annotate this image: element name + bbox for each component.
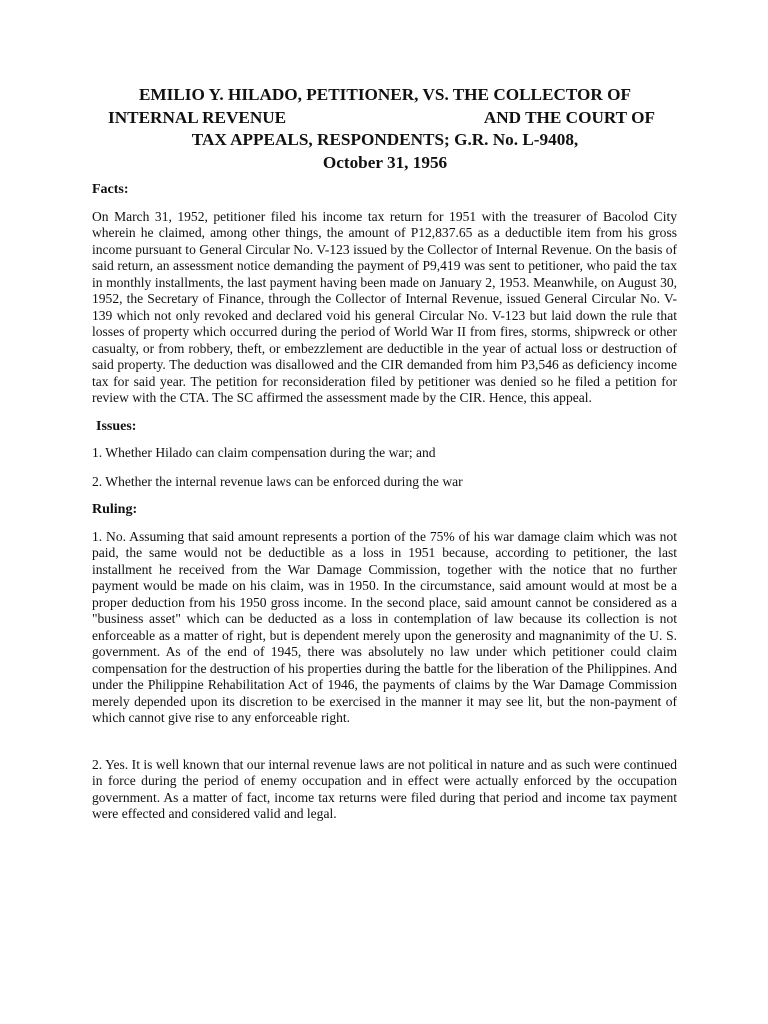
ruling-heading: Ruling: bbox=[92, 502, 138, 517]
title-line-3: TAX APPEALS, RESPONDENTS; G.R. No. L-9408, bbox=[191, 130, 579, 149]
title-line-4: October 31, 1956 bbox=[322, 152, 448, 172]
facts-paragraph: On March 31, 1952, petitioner filed his income tax return for 1951 with the treasurer of Bacolod City wherein he claimed, among other things, the amount of P12,837.65 as a deductible item from his gross income pursuant to General Circular No. V-123 issued by the Collector of Internal Revenue. On the basis of said return, an assessment notice demanding the payment of P9,419 was sent to petitioner, who paid the tax in monthly installments, the last payment having been made on January 2, 1953. Meanwhile, on August 30, 1952, the Secretary of Finance, through the Collector of Internal Revenue, issued General Circular No. V-139 which not only revoked and declared void his general Circular No. V-123 but laid down the rule that losses of property which occurred during the period of World War II from fires, storms, shipwreck or other casualty, or from robbery, theft, or embezzlement are deductible in the year of actual loss or destruction of said property. The deduction was disallowed and the CIR demanded from him P3,546 as deficiency income tax for said year. The petition for reconsideration filed by petitioner was denied so he filed a petition for review with the CTA. The SC affirmed the assessment made by the CIR. Hence, this appeal. bbox=[92, 208, 678, 405]
document-body bbox=[92, 182, 677, 835]
facts-heading: Facts: bbox=[92, 182, 129, 197]
issues-heading: Issues: bbox=[96, 418, 137, 434]
title-line-2 bbox=[90, 107, 680, 130]
title-line-2-left: INTERNAL REVENUE bbox=[108, 107, 287, 127]
ruling-2-paragraph: 2. Yes. It is well known that our internal revenue laws are not political in nature and as such were continued in force during the period of enemy occupation and in effect were actually enforced by the occupation government. As a matter of fact, income tax returns were filed during that period and income tax payment were effected and considered valid and legal. bbox=[92, 756, 677, 821]
title-line-2-right: AND THE COURT OF bbox=[483, 107, 655, 127]
issue-1: 1. Whether Hilado can claim compensation during the war; and bbox=[92, 445, 436, 460]
title-line-1: EMILIO Y. HILADO, PETITIONER, VS. THE COLLECTOR OF bbox=[138, 85, 632, 104]
issue-2: 2. Whether the internal revenue laws can be enforced during the war bbox=[92, 473, 463, 489]
case-title bbox=[90, 84, 680, 174]
ruling-1-paragraph: 1. No. Assuming that said amount represents a portion of the 75% of his war damage claim which was not paid, the same would not be deductible as a loss in 1951 because, according to petitioner, the last installment he received from the War Damage Commission, together with the notice that no further payment would be made on his claim, was in 1950. In the circumstance, said amount would at most be a proper deduction from his 1950 gross income. In the second place, said amount cannot be considered as a "business asset" which can be deducted as a loss in contemplation of law because its collection is not enforceable as a matter of right, but is dependent merely upon the generosity and magnanimity of the U. S. government. As of the end of 1945, there was absolutely no law under which petitioner could claim compensation for the destruction of his properties during the battle for the liberation of the Philippines. And under the Philippine Rehabilitation Act of 1946, the payments of claims by the War Damage Commission merely depended upon its discretion to be exercised in the manner it may see lit, but the non-payment of which cannot give rise to any enforceable right. bbox=[92, 528, 677, 725]
